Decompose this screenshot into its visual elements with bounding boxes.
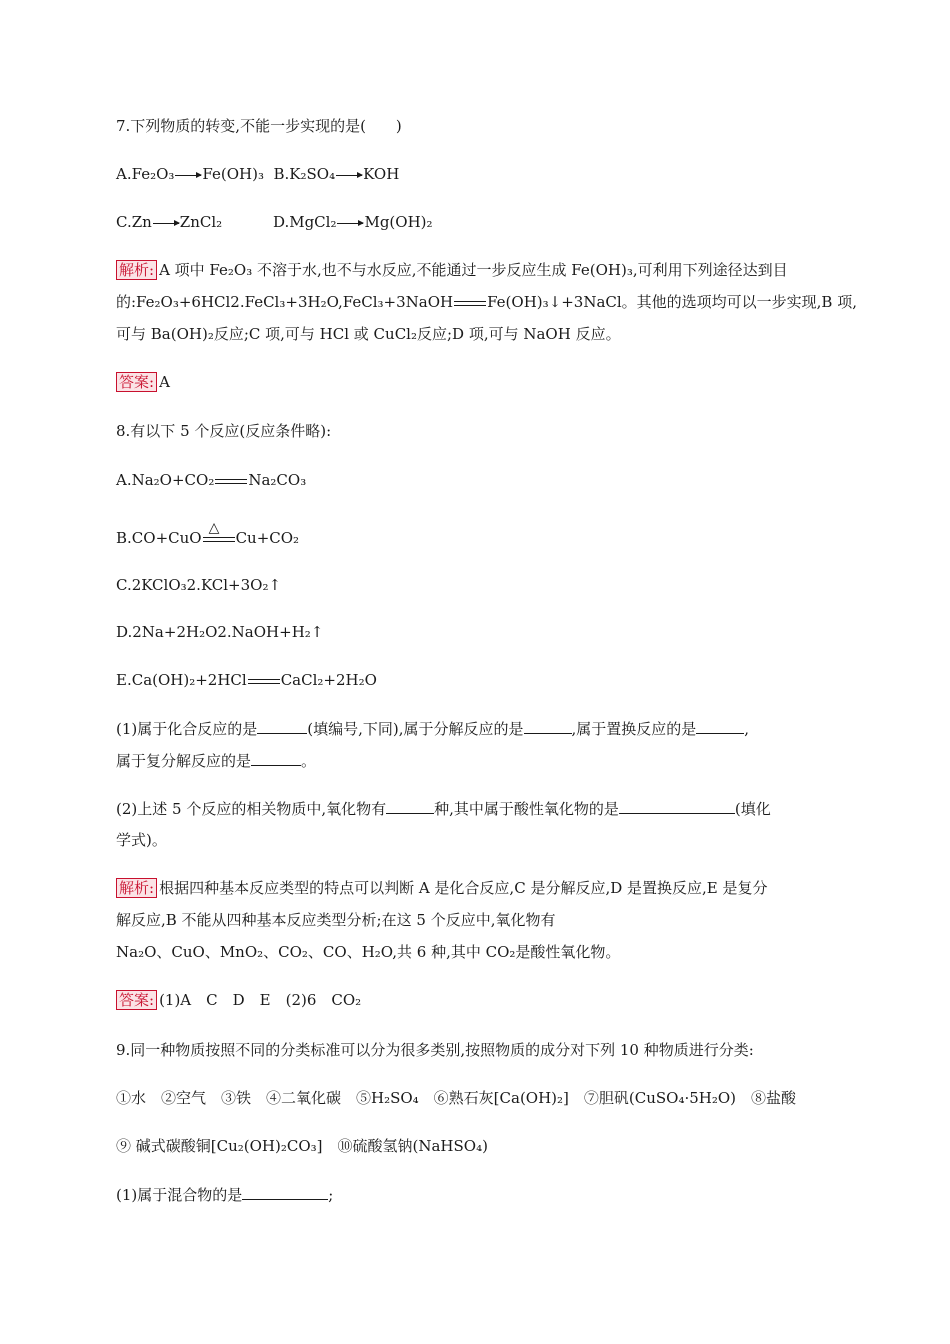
answer-tag: 答案: [116, 372, 157, 392]
q8-reaction-a-left: A.Na₂O+CO₂ [116, 471, 215, 489]
q9-part-1 [116, 1184, 333, 1205]
equals-sign-icon [203, 519, 235, 542]
answer-blank[interactable] [242, 1184, 328, 1200]
q8-analysis-line-3: Na₂O、CuO、MnO₂、CO₂、CO、H₂O,共 6 种,其中 CO₂是酸性氧化物。 [116, 943, 621, 961]
q8-part-2-text-c: (填化 [734, 800, 771, 818]
q8-part-1-line-1 [116, 718, 749, 739]
q8-part-2-line-2: 学式)。 [116, 831, 167, 849]
q7-option-d-right: Mg(OH)₂ [364, 213, 433, 231]
q8-reaction-e [116, 670, 377, 690]
q7-options-cd [116, 212, 433, 232]
q7-analysis-line-1 [116, 260, 788, 280]
q7-answer-value: A [159, 373, 170, 391]
q8-part-2-text-a: (2)上述 5 个反应的相关物质中,氧化物有 [116, 800, 387, 818]
q7-stem: 7.下列物质的转变,不能一步实现的是( ) [116, 117, 402, 135]
analysis-tag: 解析: [116, 878, 157, 898]
q8-reaction-a [116, 470, 306, 490]
q8-analysis-line-2: 解反应,B 不能从四种基本反应类型分析;在这 5 个反应中,氧化物有 [116, 911, 556, 929]
analysis-tag: 解析: [116, 260, 157, 280]
answer-blank[interactable] [524, 718, 572, 734]
answer-blank[interactable] [386, 798, 434, 814]
q8-part-1-text-c: ,属于置换反应的是 [571, 720, 697, 738]
q9-part-1-text-a: (1)属于混合物的是 [116, 1186, 243, 1204]
q8-analysis-line-1 [116, 878, 768, 898]
q8-answer [116, 990, 361, 1010]
q7-option-b-right: KOH [363, 165, 400, 183]
q8-part-1-text-d: , [744, 720, 750, 738]
q8-reaction-d: D.2Na+2H₂O2.NaOH+H₂↑ [116, 623, 324, 641]
q9-items-line-1: ①水 ②空气 ③铁 ④二氧化碳 ⑤H₂SO₄ ⑥熟石灰[Ca(OH)₂] ⑦胆矾(CuSO₄·5H₂O) ⑧盐酸 [116, 1089, 797, 1107]
q7-analysis-line-2 [116, 292, 857, 312]
q8-part-1-text-f: 。 [301, 752, 317, 770]
q8-part-1-line-2 [116, 750, 316, 771]
arrow-icon [153, 223, 179, 224]
q8-part-1-text-b: (填编号,下同),属于分解反应的是 [307, 720, 524, 738]
q7-analysis-text-2b: Fe(OH)₃↓+3NaCl。其他的选项均可以一步实现,B 项, [487, 293, 857, 311]
equals-sign-icon [215, 479, 247, 484]
q8-answer-value: (1)A C D E (2)6 CO₂ [159, 991, 362, 1009]
arrow-icon [336, 175, 362, 176]
q7-option-d-left: D.MgCl₂ [272, 213, 337, 231]
q7-analysis-text-2a: 的:Fe₂O₃+6HCl2.FeCl₃+3H₂O,FeCl₃+3NaOH [116, 293, 454, 311]
q8-part-1-text-a: (1)属于化合反应的是 [116, 720, 258, 738]
q8-analysis-text-1: 根据四种基本反应类型的特点可以判断 A 是化合反应,C 是分解反应,D 是置换反应,E 是复分 [159, 879, 768, 897]
q8-reaction-a-right: Na₂CO₃ [248, 471, 307, 489]
q8-reaction-b-right: Cu+CO₂ [235, 529, 300, 547]
q8-part-1-text-e: 属于复分解反应的是 [116, 752, 252, 770]
answer-blank[interactable] [251, 750, 301, 766]
arrow-icon [337, 223, 363, 224]
answer-blank[interactable] [257, 718, 307, 734]
q7-option-a-left: A.Fe₂O₃ [116, 165, 175, 183]
answer-blank[interactable] [696, 718, 744, 734]
q7-option-c-right: ZnCl₂ [179, 213, 223, 231]
q9-items-line-2: ⑨ 碱式碳酸铜[Cu₂(OH)₂CO₃] ⑩硫酸氢钠(NaHSO₄) [116, 1137, 488, 1155]
q7-option-b-left: B.K₂SO₄ [273, 165, 336, 183]
answer-tag: 答案: [116, 990, 157, 1010]
equals-sign-icon [248, 679, 280, 684]
q8-reaction-c: C.2KClO₃2.KCl+3O₂↑ [116, 576, 282, 594]
heat-triangle-icon: △ [208, 519, 220, 536]
q7-options-ab [116, 164, 399, 184]
q8-part-2-line-1 [116, 798, 771, 819]
arrow-icon [175, 175, 201, 176]
q8-reaction-e-left: E.Ca(OH)₂+2HCl [116, 671, 247, 689]
q9-part-1-text-b: ; [328, 1186, 334, 1204]
q9-stem: 9.同一种物质按照不同的分类标准可以分为很多类别,按照物质的成分对下列 10 种物质进行分类: [116, 1041, 754, 1059]
equals-sign-icon [454, 301, 486, 306]
q7-analysis-line-3: 可与 Ba(OH)₂反应;C 项,可与 HCl 或 CuCl₂反应;D 项,可与 NaOH 反应。 [116, 325, 621, 343]
q8-part-2-text-b: 种,其中属于酸性氧化物的是 [434, 800, 619, 818]
q8-stem: 8.有以下 5 个反应(反应条件略): [116, 422, 332, 440]
q8-reaction-b-left: B.CO+CuO [116, 529, 202, 547]
q7-analysis-text-1: A 项中 Fe₂O₃ 不溶于水,也不与水反应,不能通过一步反应生成 Fe(OH)₃,可利用下列途径达到目 [159, 261, 788, 279]
q7-answer [116, 372, 170, 392]
q8-reaction-b [116, 519, 300, 548]
q7-option-c-left: C.Zn [116, 213, 152, 231]
q8-reaction-e-right: CaCl₂+2H₂O [280, 671, 377, 689]
q7-option-a-right: Fe(OH)₃ [202, 165, 264, 183]
answer-blank[interactable] [619, 798, 735, 814]
